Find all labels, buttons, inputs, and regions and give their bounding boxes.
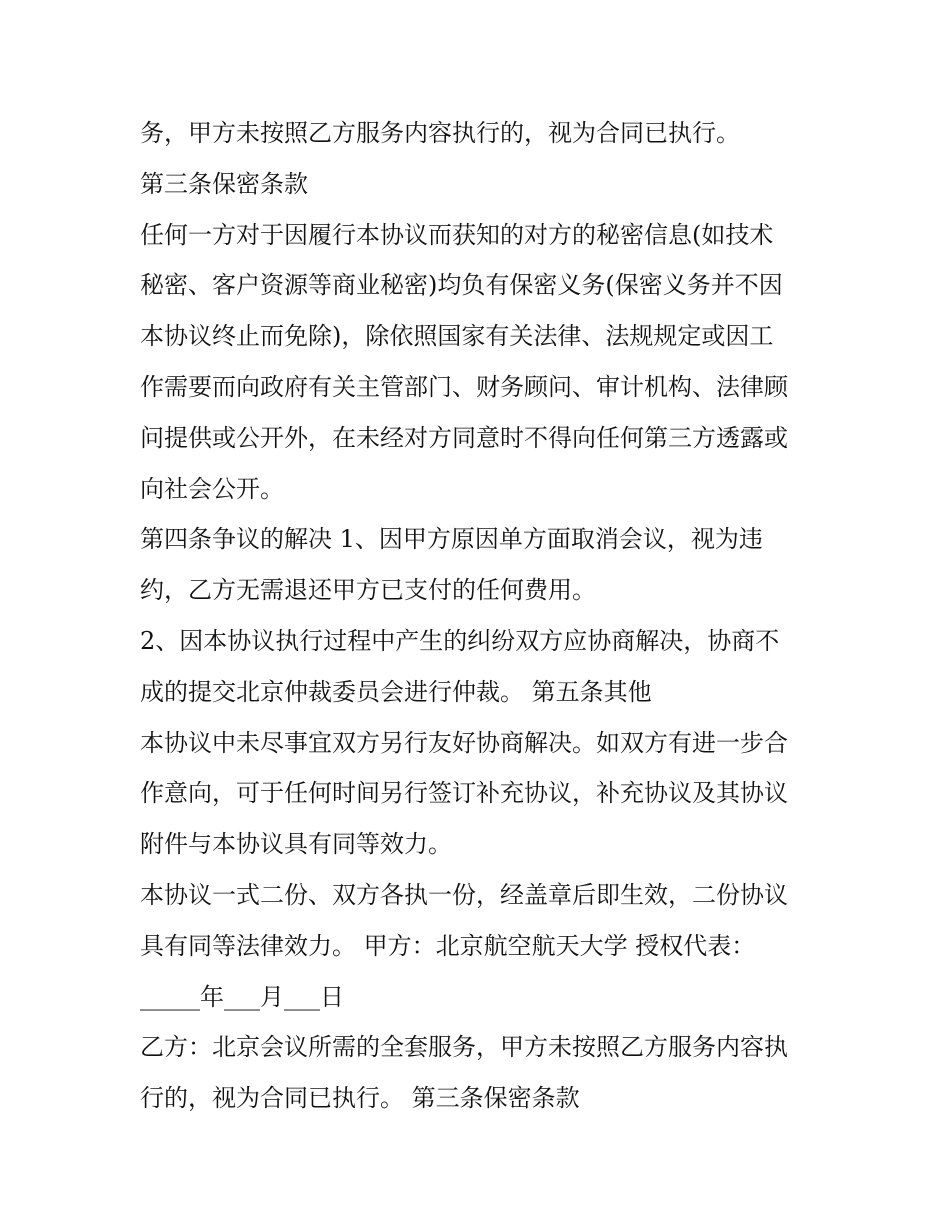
text-line: 附件与本协议具有同等效力。 bbox=[140, 830, 452, 859]
text-line: 作意向，可于任何时间另行签订补充协议，补充协议及其协议 bbox=[140, 779, 788, 808]
text-line: 任何一方对于因履行本协议而获知的对方的秘密信息(如技术 bbox=[140, 220, 774, 249]
text-line: 具有同等法律效力。 甲方：北京航空航天大学 授权代表： bbox=[140, 931, 756, 960]
text-line: 成的提交北京仲裁委员会进行仲裁。 第五条其他 bbox=[140, 677, 652, 706]
text-line: 乙方：北京会议所需的全套服务，甲方未按照乙方服务内容执 bbox=[140, 1033, 788, 1062]
text-line: 作需要而向政府有关主管部门、财务顾问、审计机构、法律顾 bbox=[140, 372, 788, 401]
section-heading: 第三条保密条款 bbox=[140, 169, 308, 198]
text-line: 本协议终止而免除)，除依照国家有关法律、法规规定或因工 bbox=[140, 322, 774, 351]
text-line: 2、因本协议执行过程中产生的纠纷双方应协商解决，协商不 bbox=[140, 626, 780, 655]
text-line: 约，乙方无需退还甲方已支付的任何费用。 bbox=[140, 576, 596, 605]
text-line: 向社会公开。 bbox=[140, 474, 284, 503]
document-body bbox=[140, 108, 820, 1124]
text-line: 行的，视为合同已执行。 第三条保密条款 bbox=[140, 1084, 580, 1113]
text-line: 本协议中未尽事宜双方另行友好协商解决。如双方有进一步合 bbox=[140, 728, 788, 757]
text-line: 问提供或公开外，在未经对方同意时不得向任何第三方透露或 bbox=[140, 423, 788, 452]
text-line: 务，甲方未按照乙方服务内容执行的，视为合同已执行。 bbox=[140, 119, 740, 147]
date-line: _____年___月___日 bbox=[140, 982, 344, 1011]
text-line: 本协议一式二份、双方各执一份，经盖章后即生效，二份协议 bbox=[140, 880, 788, 909]
text-line: 秘密、客户资源等商业秘密)均负有保密义务(保密义务并不因 bbox=[140, 271, 783, 300]
text-line: 第四条争议的解决 1、因甲方原因单方面取消会议，视为违 bbox=[140, 525, 763, 554]
